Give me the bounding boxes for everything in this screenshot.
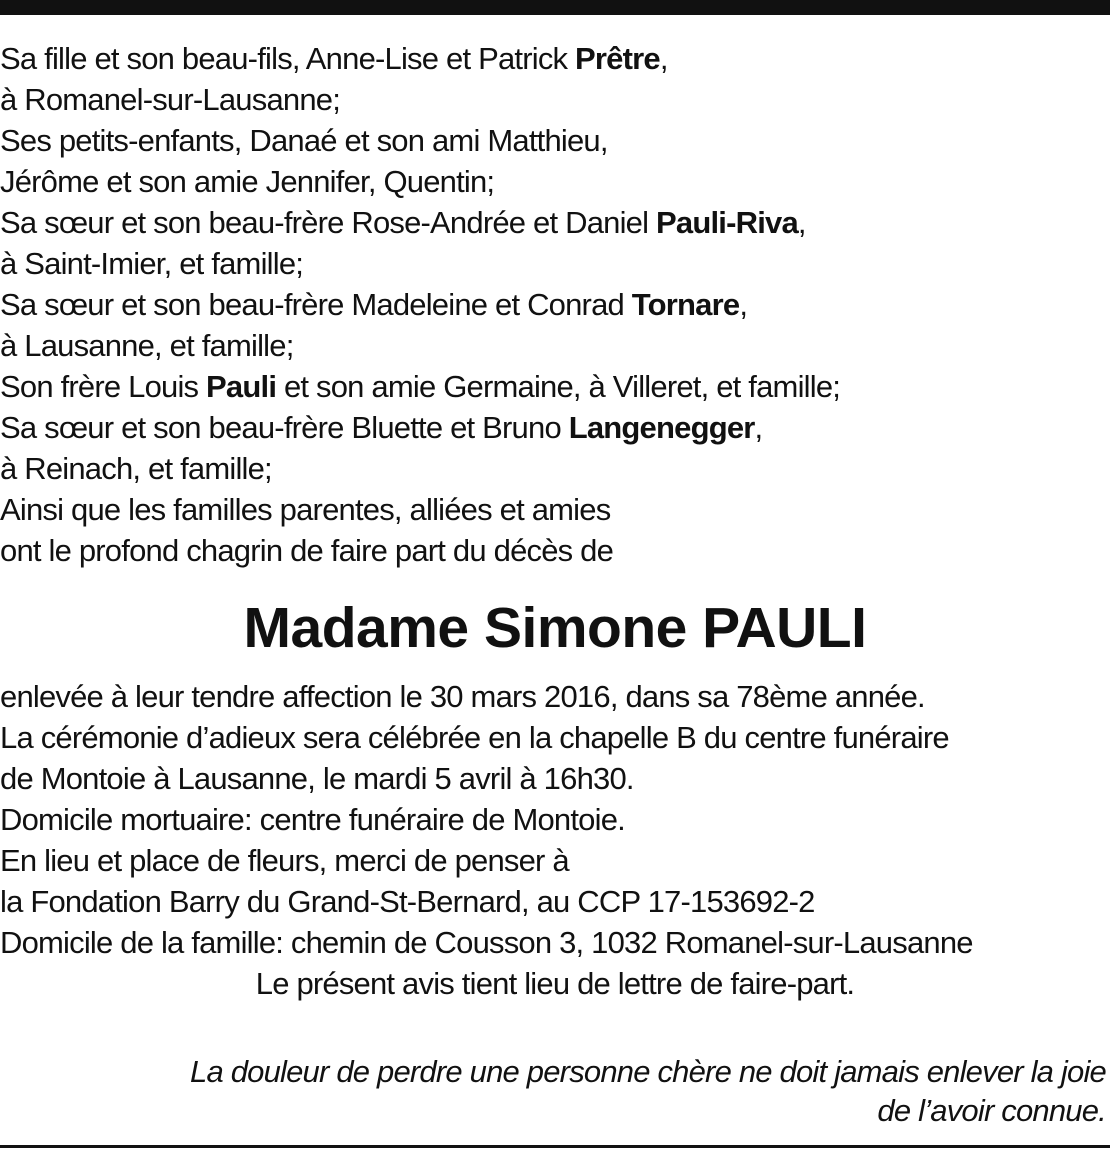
family-surname: Prêtre [575,41,660,76]
family-text: Ses petits-enfants, Danaé et son ami Matthieu, [0,123,608,158]
family-text: à Romanel-sur-Lausanne; [0,82,341,117]
family-text: Sa sœur et son beau-frère Rose-Andrée et Daniel [0,205,656,240]
family-line-1 [0,38,1110,79]
family-text: Son frère Louis [0,369,207,404]
family-text: à Saint-Imier, et famille; [0,246,304,281]
family-text: , [659,41,668,76]
detail-line: de Montoie à Lausanne, le mardi 5 avril à 16h30. [0,761,634,796]
family-text: ont le profond chagrin de faire part du décès de [0,533,614,568]
family-text: à Lausanne, et famille; [0,328,294,363]
family-line-3 [0,120,1110,161]
family-line-8 [0,325,1110,366]
family-line-4 [0,161,1110,202]
closing-quote [0,1052,1106,1130]
detail-line: En lieu et place de fleurs, merci de penser à [0,843,569,878]
family-line-12 [0,489,1110,530]
family-text: à Reinach, et famille; [0,451,272,486]
family-text: et son amie Germaine, à Villeret, et famille; [276,369,841,404]
notice-line: Le présent avis tient lieu de lettre de faire-part. [255,966,855,1001]
family-text: Ainsi que les familles parentes, alliées et amies [0,492,611,527]
bottom-rule [0,1145,1110,1148]
family-surname: Tornare [631,287,740,322]
family-line-10 [0,407,1110,448]
family-line-2 [0,79,1110,120]
family-line-5 [0,202,1110,243]
detail-line: La cérémonie d’adieux sera célébrée en la chapelle B du centre funéraire [0,720,949,755]
detail-line: enlevée à leur tendre affection le 30 mars 2016, dans sa 78ème année. [0,679,925,714]
family-line-13 [0,530,1110,571]
quote-line: La douleur de perdre une personne chère ne doit jamais enlever la joie [190,1054,1106,1089]
family-line-11 [0,448,1110,489]
family-line-6 [0,243,1110,284]
detail-line: Domicile mortuaire: centre funéraire de Montoie. [0,802,625,837]
detail-line: la Fondation Barry du Grand-St-Bernard, au CCP 17-153692-2 [0,884,815,919]
family-text: , [797,205,806,240]
quote-line: de l’avoir connue. [877,1093,1106,1128]
family-line-7 [0,284,1110,325]
family-text: Sa sœur et son beau-frère Madeleine et Conrad [0,287,632,322]
family-text: , [739,287,748,322]
family-text: Sa sœur et son beau-frère Bluette et Bruno [0,410,569,445]
detail-line: Domicile de la famille: chemin de Cousson 3, 1032 Romanel-sur-Lausanne [0,925,973,960]
top-rule [0,0,1110,15]
family-text: Jérôme et son amie Jennifer, Quentin; [0,164,495,199]
family-text: Sa fille et son beau-fils, Anne-Lise et Patrick [0,41,576,76]
family-surname: Langenegger [568,410,755,445]
deceased-name: Madame Simone PAULI [243,596,867,660]
family-surname: Pauli [206,369,277,404]
funeral-details [0,676,1110,1004]
family-line-9 [0,366,1110,407]
family-list [0,38,1110,571]
family-surname: Pauli-Riva [656,205,798,240]
family-text: , [754,410,763,445]
